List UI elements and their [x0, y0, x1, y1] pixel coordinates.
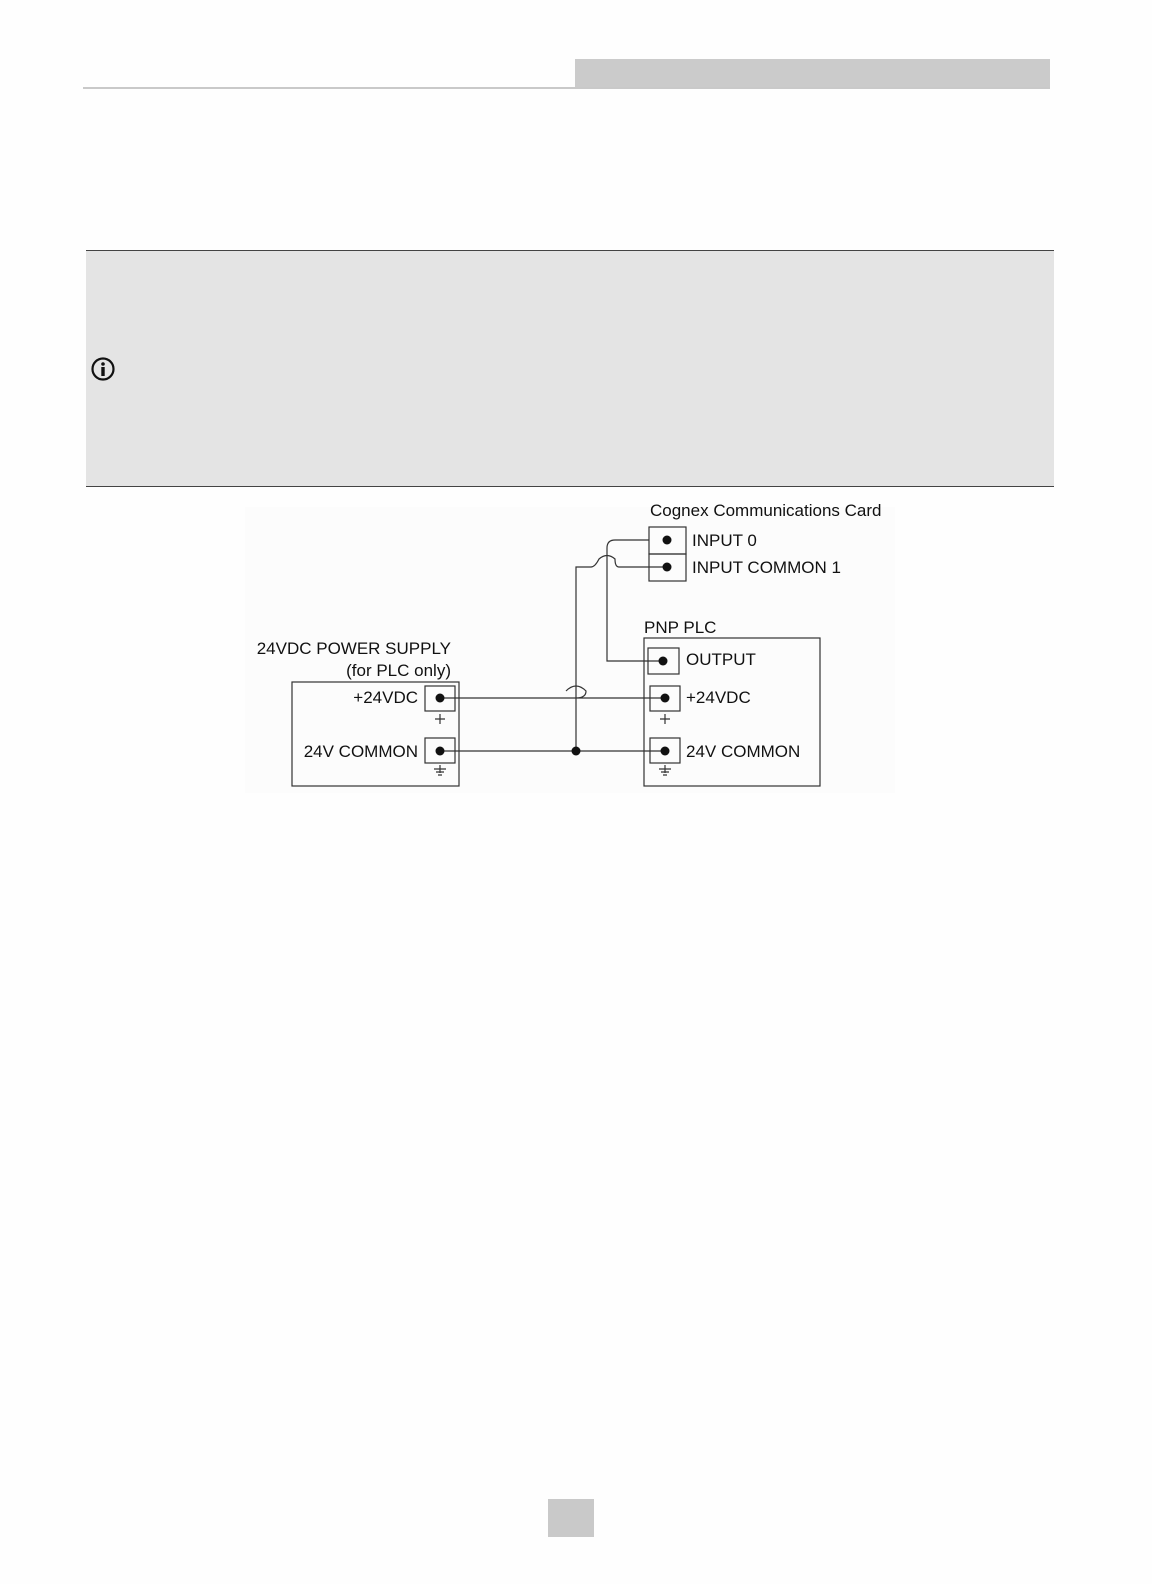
- terminal-dot-plc-24vdc: [661, 694, 670, 703]
- wiring-schematic: [245, 495, 905, 795]
- plc-terminal-label-24vdc: +24VDC: [686, 688, 751, 707]
- wire-output-to-input0: [607, 540, 663, 661]
- plc-plus-symbol: [660, 714, 670, 724]
- psu-plus-symbol: [435, 714, 445, 724]
- terminal-dot-psu-24vdc: [436, 694, 445, 703]
- note-box: [86, 250, 1054, 487]
- terminal-dot-psu-common: [436, 747, 445, 756]
- terminal-dot-input-0: [663, 536, 672, 545]
- wire-input-common-jumper: [576, 556, 667, 752]
- psu-ground-symbol: [434, 765, 446, 775]
- header-rule: [83, 87, 1050, 89]
- card-terminal-label-input-common: INPUT COMMON 1: [692, 558, 841, 577]
- junction-dot: [572, 747, 581, 756]
- terminal-dot-input-common: [663, 563, 672, 572]
- wire-24vdc: [440, 686, 665, 698]
- terminal-dot-plc-common: [661, 747, 670, 756]
- plc-terminal-label-output: OUTPUT: [686, 650, 756, 669]
- psu-terminal-label-24vdc: +24VDC: [353, 688, 418, 707]
- header-bar: [575, 59, 1050, 89]
- card-terminal-label-input-0: INPUT 0: [692, 531, 757, 550]
- page-number-box: [548, 1499, 594, 1537]
- card-title: Cognex Communications Card: [650, 501, 882, 520]
- plc-terminal-label-common: 24V COMMON: [686, 742, 801, 761]
- psu-title-line2: (for PLC only): [346, 661, 451, 680]
- wiring-diagram: [245, 495, 905, 795]
- psu-title-line1: 24VDC POWER SUPPLY: [256, 639, 451, 658]
- info-icon: [90, 356, 116, 382]
- terminal-dot-plc-output: [659, 657, 668, 666]
- plc-ground-symbol: [659, 765, 671, 775]
- psu-terminal-label-common: 24V COMMON: [303, 742, 418, 761]
- plc-title: PNP PLC: [644, 618, 717, 637]
